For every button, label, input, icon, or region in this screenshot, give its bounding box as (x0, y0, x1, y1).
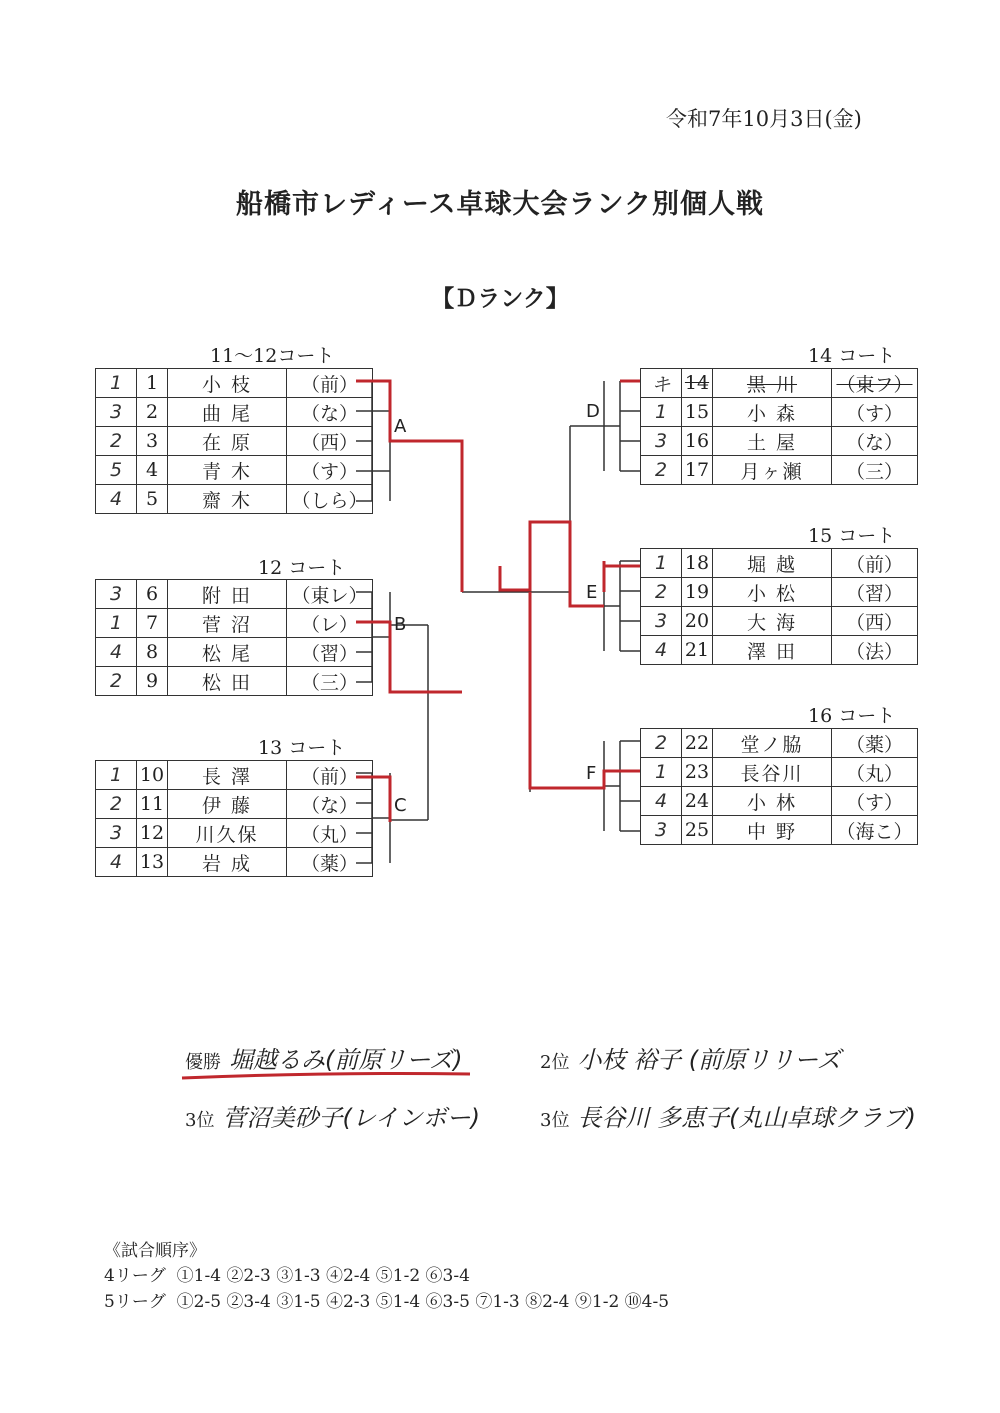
place-cell: 3 (96, 819, 137, 848)
page-title: 船橋市レディース卓球大会ランク別個人戦 (236, 189, 764, 220)
entry-number: 4 (137, 456, 168, 485)
place-cell: 2 (96, 790, 137, 819)
place-cell: 2 (96, 427, 137, 456)
court-label: 16 コート (808, 705, 896, 727)
court-label: 13 コート (258, 737, 346, 759)
club-name: （す） (832, 398, 918, 427)
third-place-label: 3位 (540, 1110, 570, 1131)
club-name: （習） (832, 578, 918, 607)
league-label: 5リーグ (104, 1292, 166, 1312)
entry-number: 14 (682, 369, 713, 398)
club-name: （な） (832, 427, 918, 456)
second-place-label: 2位 (540, 1052, 570, 1073)
club-name: （す） (832, 787, 918, 816)
place-cell: 4 (96, 485, 137, 514)
player-name: 長 澤 (168, 761, 287, 790)
second-place-name: 小枝 裕子 (前原リリーズ (577, 1046, 841, 1074)
club-name: （三） (287, 667, 373, 696)
player-name: 伊 藤 (168, 790, 287, 819)
entry-number: 11 (137, 790, 168, 819)
entry-number: 9 (137, 667, 168, 696)
player-name: 土 屋 (713, 427, 832, 456)
player-name: 附 田 (168, 580, 287, 609)
match-label-e: E (586, 582, 598, 603)
place-cell: 1 (96, 369, 137, 398)
player-name: 中 野 (713, 816, 832, 845)
player-name: 松 田 (168, 667, 287, 696)
club-name: （丸） (287, 819, 373, 848)
place-cell: 1 (641, 758, 682, 787)
club-name: （三） (832, 456, 918, 485)
match-label-c: C (394, 795, 407, 816)
place-cell: 2 (641, 578, 682, 607)
club-name: （薬） (832, 729, 918, 758)
entry-number: 15 (682, 398, 713, 427)
place-cell: キ (641, 369, 682, 398)
player-name: 川久保 (168, 819, 287, 848)
player-name: 小 林 (713, 787, 832, 816)
player-name: 月ヶ瀬 (713, 456, 832, 485)
player-name: 小 枝 (168, 369, 287, 398)
league-label: 4リーグ (104, 1266, 166, 1286)
club-name: （前） (287, 761, 373, 790)
court-label: 12 コート (258, 557, 346, 579)
club-name: （す） (287, 456, 373, 485)
third-place-label: 3位 (185, 1110, 215, 1131)
place-cell: 4 (96, 848, 137, 877)
entry-number: 23 (682, 758, 713, 787)
player-name: 曲 尾 (168, 398, 287, 427)
player-name: 小 松 (713, 578, 832, 607)
club-name: （東フ） (832, 369, 918, 398)
player-name: 在 原 (168, 427, 287, 456)
player-name: 堂ノ脇 (713, 729, 832, 758)
club-name: （前） (832, 549, 918, 578)
club-name: （東レ） (287, 580, 373, 609)
place-cell: 2 (96, 667, 137, 696)
entry-number: 7 (137, 609, 168, 638)
entry-number: 25 (682, 816, 713, 845)
player-name: 青 木 (168, 456, 287, 485)
document-date: 令和7年10月3日(金) (666, 107, 862, 131)
place-cell: 1 (641, 549, 682, 578)
player-name: 長谷川 (713, 758, 832, 787)
entry-number: 17 (682, 456, 713, 485)
club-name: （な） (287, 398, 373, 427)
entry-number: 12 (137, 819, 168, 848)
third-place-name: 長谷川 多恵子(丸山卓球クラブ) (577, 1104, 916, 1132)
winner-name: 堀越るみ(前原リーズ) (229, 1046, 463, 1074)
winner-entry (185, 1040, 463, 1075)
place-cell: 3 (641, 816, 682, 845)
match-label-a: A (394, 416, 407, 437)
entry-number: 21 (682, 636, 713, 665)
entry-number: 13 (137, 848, 168, 877)
match-label-f: F (586, 763, 597, 784)
match-label-d: D (586, 401, 600, 422)
club-name: （海こ） (832, 816, 918, 845)
entry-number: 16 (682, 427, 713, 456)
club-name: （習） (287, 638, 373, 667)
club-name: （西） (832, 607, 918, 636)
place-cell: 1 (641, 398, 682, 427)
place-cell: 2 (641, 729, 682, 758)
entry-number: 24 (682, 787, 713, 816)
club-name: （法） (832, 636, 918, 665)
entry-number: 19 (682, 578, 713, 607)
place-cell: 1 (96, 761, 137, 790)
match-label-b: B (394, 614, 407, 635)
entry-number: 1 (137, 369, 168, 398)
third-place-entry-2 (540, 1098, 916, 1133)
club-name: （しら） (287, 485, 373, 514)
player-name: 大 海 (713, 607, 832, 636)
player-name: 堀 越 (713, 549, 832, 578)
place-cell: 3 (641, 427, 682, 456)
player-name: 澤 田 (713, 636, 832, 665)
player-name: 小 森 (713, 398, 832, 427)
entry-number: 18 (682, 549, 713, 578)
club-name: （西） (287, 427, 373, 456)
entry-number: 6 (137, 580, 168, 609)
club-name: （薬） (287, 848, 373, 877)
player-name: 菅 沼 (168, 609, 287, 638)
match-order-4-league (104, 1261, 470, 1286)
match-order-heading: 《試合順序》 (104, 1241, 206, 1261)
place-cell: 1 (96, 609, 137, 638)
court-label: 15 コート (808, 525, 896, 547)
player-name: 岩 成 (168, 848, 287, 877)
entry-number: 8 (137, 638, 168, 667)
club-name: （な） (287, 790, 373, 819)
entry-number: 22 (682, 729, 713, 758)
place-cell: 5 (96, 456, 137, 485)
league-order: ①1-4 ②2-3 ③1-3 ④2-4 ⑤1-2 ⑥3-4 (176, 1266, 470, 1286)
place-cell: 3 (96, 580, 137, 609)
court-label: 11～12コート (210, 345, 335, 367)
third-place-entry-1 (185, 1098, 480, 1133)
player-name: 松 尾 (168, 638, 287, 667)
court-label: 14 コート (808, 345, 896, 367)
entry-number: 10 (137, 761, 168, 790)
entry-number: 5 (137, 485, 168, 514)
entry-number: 3 (137, 427, 168, 456)
match-order-5-league (104, 1287, 669, 1312)
entry-number: 2 (137, 398, 168, 427)
bracket-winner-lines (356, 381, 640, 822)
second-place-entry (540, 1040, 841, 1075)
entry-number: 20 (682, 607, 713, 636)
league-order: ①2-5 ②3-4 ③1-5 ④2-3 ⑤1-4 ⑥3-5 ⑦1-3 ⑧2-4 ⑨1-2 ⑩4-5 (176, 1292, 670, 1312)
place-cell: 4 (641, 787, 682, 816)
place-cell: 4 (641, 636, 682, 665)
club-name: （丸） (832, 758, 918, 787)
club-name: （前） (287, 369, 373, 398)
place-cell: 3 (96, 398, 137, 427)
place-cell: 2 (641, 456, 682, 485)
third-place-name: 菅沼美砂子(レインボー) (222, 1104, 480, 1132)
place-cell: 3 (641, 607, 682, 636)
place-cell: 4 (96, 638, 137, 667)
club-name: （レ） (287, 609, 373, 638)
player-name: 黒 川 (713, 369, 832, 398)
winner-label: 優勝 (185, 1052, 221, 1073)
rank-heading: 【Ｄランク】 (431, 285, 569, 312)
player-name: 齋 木 (168, 485, 287, 514)
